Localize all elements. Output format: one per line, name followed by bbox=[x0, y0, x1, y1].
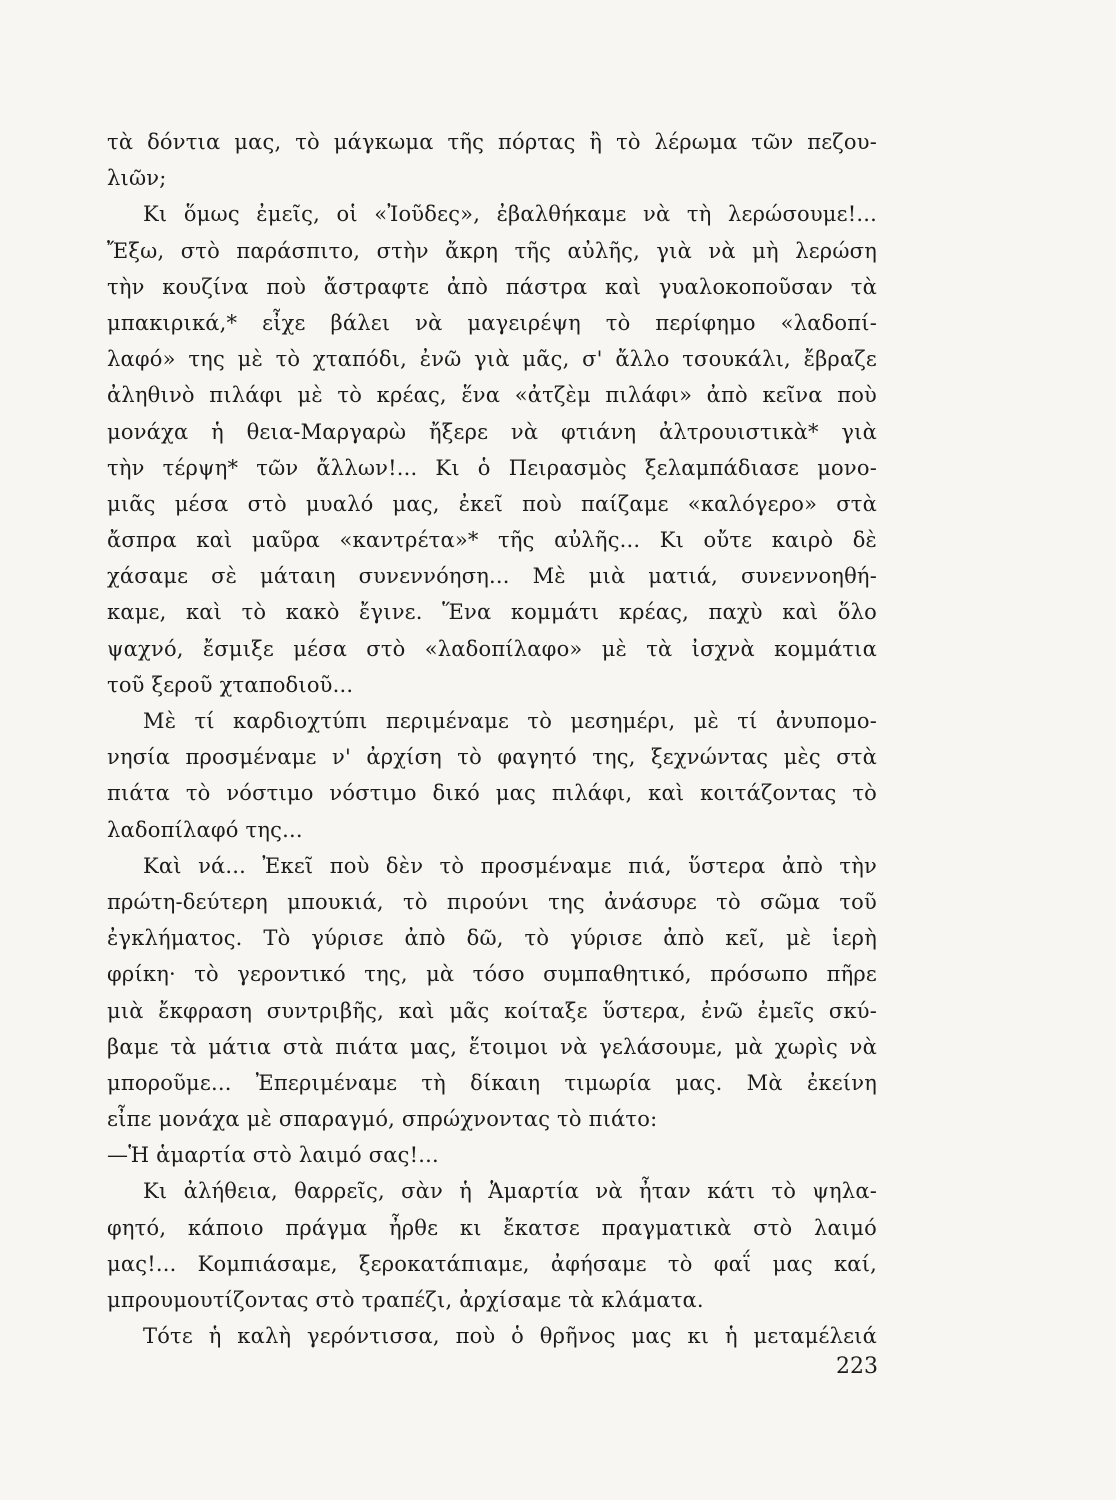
text-line: μπακιρικά,* εἶχε βάλει νὰ μαγειρέψη τὸ περίφημο «λαδοπί- bbox=[107, 310, 877, 335]
text-line: φητό, κάποιο πράγμα ἦρθε κι ἔκατσε πραγματικὰ στὸ λαιμό bbox=[107, 1215, 877, 1240]
text-line: ἐγκλήματος. Τὸ γύρισε ἀπὸ δῶ, τὸ γύρισε ἀπὸ κεῖ, μὲ ἱερὴ bbox=[107, 926, 877, 951]
text-line: ἄσπρα καὶ μαῦρα «καντρέτα»* τῆς αὐλῆς... Κι οὔτε καιρὸ δὲ bbox=[107, 528, 877, 553]
text-line: φρίκη· τὸ γεροντικό της, μὰ τόσο συμπαθητικό, πρόσωπο πῆρε bbox=[107, 962, 877, 987]
text-line: λαφό» της μὲ τὸ χταπόδι, ἐνῶ γιὰ μᾶς, σ' ἄλλο τσουκάλι, ἔβραζε bbox=[107, 347, 877, 372]
text-line: Ἔξω, στὸ παράσπιτο, στὴν ἄκρη τῆς αὐλῆς, γιὰ νὰ μὴ λερώση bbox=[107, 238, 877, 263]
body-text bbox=[107, 124, 877, 1354]
text-line: ψαχνό, ἔσμιξε μέσα στὸ «λαδοπίλαφο» μὲ τὰ ἰσχνὰ κομμάτια bbox=[107, 636, 877, 661]
text-line: μποροῦμε... Ἐπεριμέναμε τὴ δίκαιη τιμωρία μας. Μὰ ἐκείνη bbox=[107, 1070, 877, 1095]
text-line: χάσαμε σὲ μάταιη συνεννόηση... Μὲ μιὰ ματιά, συνεννοηθή- bbox=[107, 564, 877, 589]
text-line: μιὰ ἔκφραση συντριβῆς, καὶ μᾶς κοίταξε ὕστερα, ἐνῶ ἐμεῖς σκύ- bbox=[107, 998, 877, 1023]
text-line: εἶπε μονάχα μὲ σπαραγμό, σπρώχνοντας τὸ πιάτο: bbox=[107, 1107, 658, 1132]
text-line: βαμε τὰ μάτια στὰ πιάτα μας, ἕτοιμοι νὰ γελάσουμε, μὰ χωρὶς νὰ bbox=[107, 1034, 877, 1059]
text-line: τὴν τέρψη* τῶν ἄλλων!... Κι ὁ Πειρασμὸς ξελαμπάδιασε μονο- bbox=[107, 455, 877, 480]
text-line: —Ἡ ἁμαρτία στὸ λαιμό σας!... bbox=[107, 1143, 439, 1168]
text-line: πρώτη-δεύτερη μπουκιά, τὸ πιρούνι της ἀνάσυρε τὸ σῶμα τοῦ bbox=[107, 889, 877, 914]
text-line: μονάχα ἡ θεια-Μαργαρὼ ἤξερε νὰ φτιάνη ἀλτρουιστικὰ* γιὰ bbox=[107, 419, 877, 444]
text-line: Κι ἀλήθεια, θαρρεῖς, σὰν ἡ Ἁμαρτία νὰ ἦταν κάτι τὸ ψηλα- bbox=[143, 1179, 877, 1204]
text-line: καμε, καὶ τὸ κακὸ ἔγινε. Ἕνα κομμάτι κρέας, παχὺ καὶ ὅλο bbox=[107, 600, 877, 625]
text-line: μπρουμουτίζοντας στὸ τραπέζι, ἀρχίσαμε τὰ κλάματα. bbox=[107, 1288, 704, 1312]
text-line: τὴν κουζίνα ποὺ ἄστραφτε ἀπὸ πάστρα καὶ γυαλοκοποῦσαν τὰ bbox=[107, 274, 877, 299]
text-line: πιάτα τὸ νόστιμο νόστιμο δικό μας πιλάφι, καὶ κοιτάζοντας τὸ bbox=[107, 781, 877, 806]
text-line: τὰ δόντια μας, τὸ μάγκωμα τῆς πόρτας ἢ τὸ λέρωμα τῶν πεζου- bbox=[107, 130, 877, 154]
text-line: νησία προσμέναμε ν' ἀρχίση τὸ φαγητό της, ξεχνώντας μὲς στὰ bbox=[107, 745, 877, 770]
text-line: Κι ὅμως ἐμεῖς, οἱ «Ἰοῦδες», ἐβαλθήκαμε νὰ τὴ λερώσουμε!... bbox=[143, 202, 877, 227]
page-number: 223 bbox=[836, 1354, 878, 1379]
text-line: λαδοπίλαφό της... bbox=[107, 817, 303, 842]
text-line: τοῦ ξεροῦ χταποδιοῦ... bbox=[107, 672, 354, 697]
text-line: Τότε ἡ καλὴ γερόντισσα, ποὺ ὁ θρῆνος μας κι ἡ μεταμέλειά bbox=[143, 1324, 877, 1349]
text-line: λιῶν; bbox=[107, 166, 167, 191]
text-line: μιᾶς μέσα στὸ μυαλό μας, ἐκεῖ ποὺ παίζαμε «καλόγερο» στὰ bbox=[107, 491, 877, 516]
text-line: Μὲ τί καρδιοχτύπι περιμέναμε τὸ μεσημέρι, μὲ τί ἀνυπομο- bbox=[143, 709, 877, 733]
text-line: μας!... Κομπιάσαμε, ξεροκατάπιαμε, ἀφήσαμε τὸ φαΐ μας καί, bbox=[107, 1251, 877, 1276]
text-line: Καὶ νά... Ἐκεῖ ποὺ δὲν τὸ προσμέναμε πιά, ὕστερα ἀπὸ τὴν bbox=[143, 853, 877, 878]
text-line: ἀληθινὸ πιλάφι μὲ τὸ κρέας, ἕνα «ἀτζὲμ πιλάφι» ἀπὸ κεῖνα ποὺ bbox=[107, 383, 877, 408]
